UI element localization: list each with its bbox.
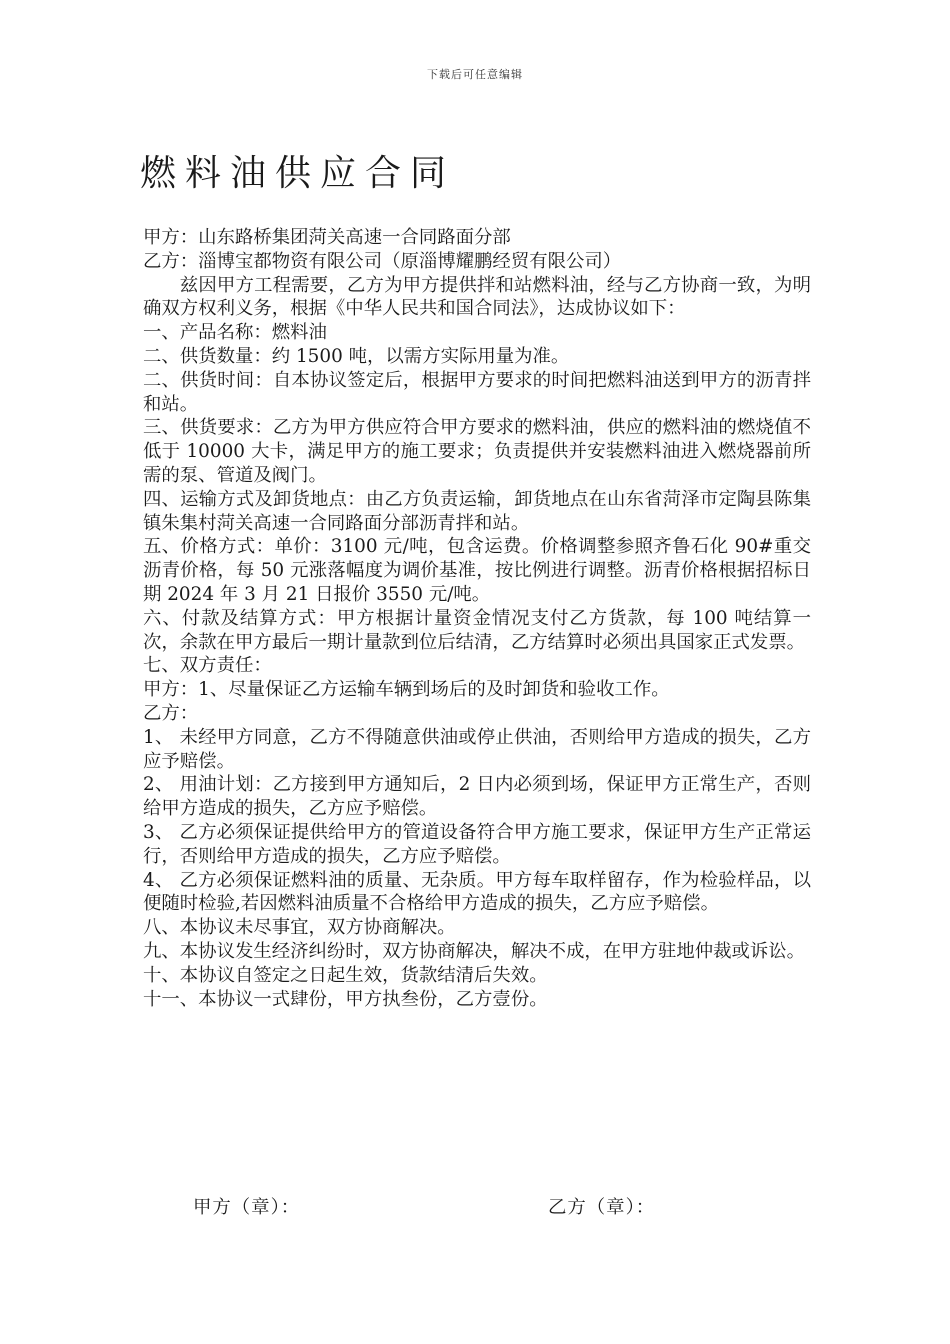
- party-b-item-3: 3、 乙方必须保证提供给甲方的管道设备符合甲方施工要求，保证甲方生产正常运行，否则给甲方造成的损失，乙方应予赔偿。: [143, 821, 811, 867]
- party-b-line: 乙方：淄博宝都物资有限公司（原淄博耀鹏经贸有限公司）: [143, 250, 622, 272]
- clause-effective-term: 十、本协议自签定之日起生效，货款结清后失效。: [143, 964, 548, 986]
- party-b-item-2: 2、 用油计划：乙方接到甲方通知后，2 日内必须到场，保证甲方正常生产，否则给甲方造成的损失，乙方应予赔偿。: [143, 774, 811, 820]
- party-b-item-1: 1、 未经甲方同意，乙方不得随意供油或停止供油，否则给甲方造成的损失，乙方应予赔偿。: [143, 726, 811, 772]
- party-a-seal-label: 甲方（章）：: [193, 1197, 301, 1218]
- clause-product-name: 一、产品名称：燃料油: [143, 322, 327, 344]
- clause-supply-requirements: 三、供货要求：乙方为甲方供应符合甲方要求的燃料油，供应的燃料油的燃烧值不低于 10000 大卡，满足甲方的施工要求；负责提供并安装燃料油进入燃烧器前所需的泵、管道及阀门。: [143, 417, 811, 486]
- header-note: 下载后可任意编辑: [427, 68, 523, 81]
- preamble-paragraph: 兹因甲方工程需要，乙方为甲方提供拌和站燃料油，经与乙方协商一致，为明确双方权利义务，根据《中华人民共和国合同法》，达成协议如下：: [143, 274, 811, 320]
- clause-copies: 十一、本协议一式肆份，甲方执叁份，乙方壹份。: [143, 988, 548, 1010]
- party-b-item-4: 4、 乙方必须保证燃料油的质量、无杂质。甲方每车取样留存，作为检验样品，以便随时检验,若因燃料油质量不合格给甲方造成的损失，乙方应予赔偿。: [143, 869, 811, 915]
- clause-disputes: 九、本协议发生经济纠纷时，双方协商解决，解决不成，在甲方驻地仲裁或诉讼。: [143, 940, 806, 962]
- contract-body: [143, 226, 811, 1011]
- clause-unresolved-matters: 八、本协议未尽事宜，双方协商解决。: [143, 917, 456, 939]
- party-a-responsibility: 甲方：1、尽量保证乙方运输车辆到场后的及时卸货和验收工作。: [143, 679, 670, 701]
- clause-payment-settlement: 六、付款及结算方式：甲方根据计量资金情况支付乙方货款，每 100 吨结算一次，余款在甲方最后一期计量款到位后结清，乙方结算时必须出具国家正式发票。: [143, 607, 811, 653]
- clause-supply-quantity: 二、供货数量：约 1500 吨，以需方实际用量为准。: [143, 345, 570, 367]
- signature-block: [0, 1196, 950, 1224]
- clause-responsibilities-heading: 七、双方责任：: [143, 655, 272, 677]
- party-a-line: 甲方：山东路桥集团菏关高速一合同路面分部: [143, 227, 511, 248]
- clause-transport-unloading: 四、运输方式及卸货地点：由乙方负责运输，卸货地点在山东省菏泽市定陶县陈集镇朱集村菏关高速一合同路面分部沥青拌和站。: [143, 488, 811, 534]
- clause-supply-time: 二、供货时间：自本协议签定后，根据甲方要求的时间把燃料油送到甲方的沥青拌和站。: [143, 369, 811, 415]
- clause-pricing: 五、价格方式：单价：3100 元/吨，包含运费。价格调整参照齐鲁石化 90#重交沥青价格，每 50 元涨落幅度为调价基准，按比例进行调整。沥青价格根据招标日期 2024 年 3 月 21 日报价 3550 元/吨。: [143, 536, 811, 605]
- party-b-responsibility-heading: 乙方：: [143, 702, 199, 724]
- party-b-seal-label: 乙方（章）：: [548, 1197, 656, 1218]
- contract-title: 燃料油供应合同: [140, 153, 456, 194]
